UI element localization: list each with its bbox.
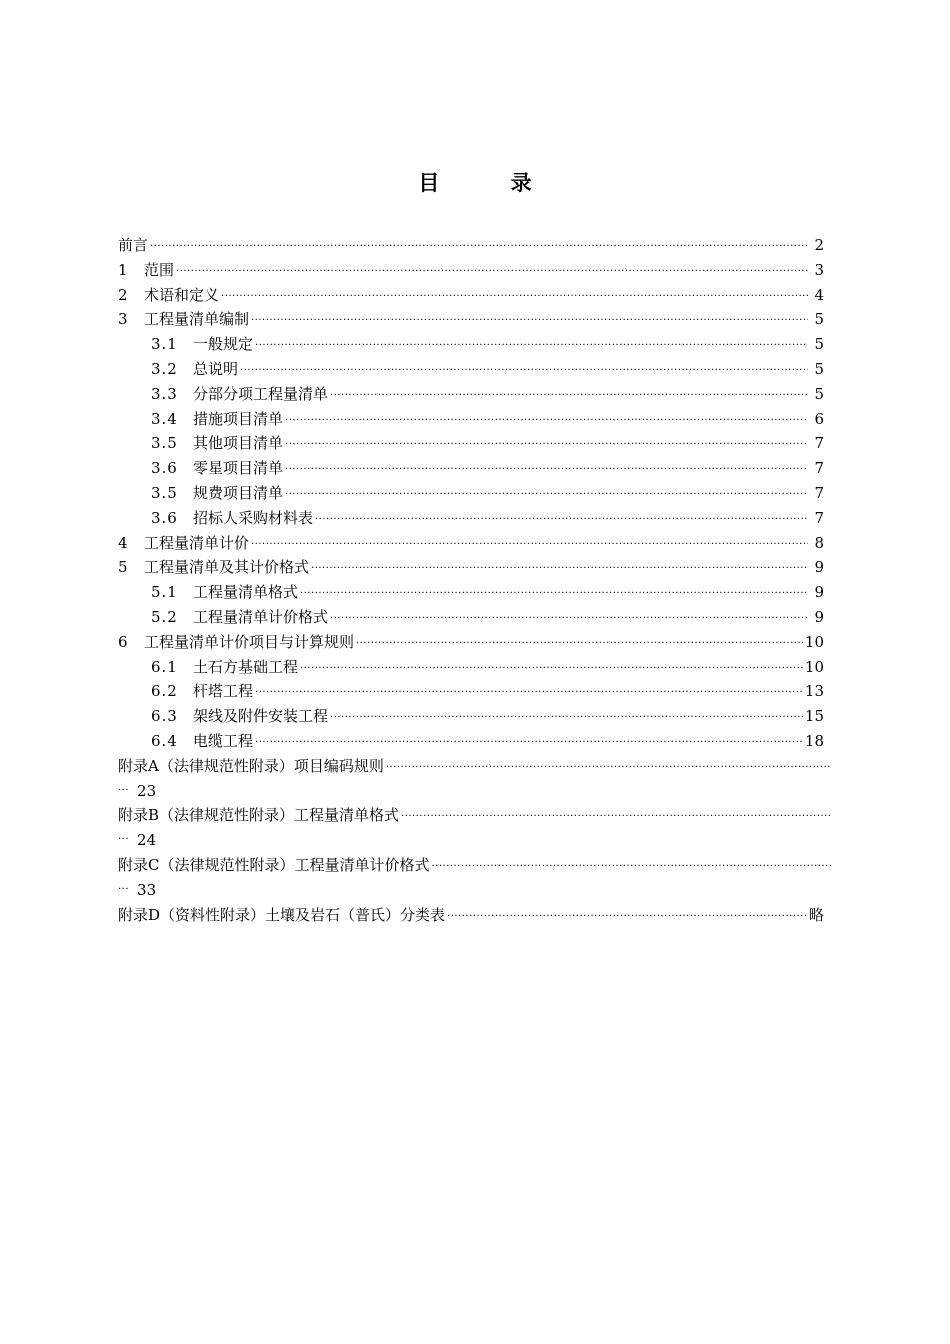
toc-entry[interactable] (118, 506, 832, 531)
toc-appendix-continuation (118, 878, 832, 903)
toc-dot-leader: ··· (118, 834, 130, 846)
toc-entry[interactable] (118, 605, 832, 630)
toc-entry-page: 13 (804, 682, 824, 701)
toc-dot-leader: ··· (118, 784, 130, 796)
toc-entry-number: 3.5 (151, 434, 178, 453)
toc-entry[interactable] (118, 704, 832, 729)
toc-dot-leader (285, 456, 808, 481)
toc-dot-leader (401, 803, 832, 828)
toc-entry-label: 措施项目清单 (193, 409, 284, 428)
toc-entry-label: 工程量清单计价项目与计算规则 (144, 632, 355, 651)
toc-dot-leader (431, 853, 832, 878)
toc-appendix-continuation (118, 828, 832, 853)
toc-dot-leader (330, 605, 808, 630)
toc-appendix-entry[interactable] (118, 853, 832, 878)
toc-entry-number: 3.6 (151, 508, 178, 527)
toc-dot-leader (300, 580, 808, 605)
toc-entry-label: 工程量清单计价格式 (193, 607, 329, 626)
toc-entry-page: 7 (814, 508, 824, 527)
toc-appendix-label: 附录D（资料性附录）土壤及岩石（普氏）分类表 (118, 905, 446, 924)
toc-entry-page: 15 (804, 707, 824, 726)
toc-entry-page: 10 (804, 632, 824, 651)
toc-entry-number: 3.3 (151, 384, 178, 403)
toc-entry-page: 9 (814, 607, 824, 626)
toc-entry[interactable] (118, 332, 832, 357)
toc-entry-number: 6.3 (151, 707, 178, 726)
toc-entry-page: 5 (814, 335, 824, 354)
toc-dot-leader (386, 754, 832, 779)
toc-entry-label: 一般规定 (193, 335, 254, 354)
toc-dot-leader (315, 506, 808, 531)
toc-entry-label: 工程量清单及其计价格式 (144, 558, 310, 577)
toc-appendix-continuation (118, 779, 832, 804)
toc-entry-page: 2 (814, 236, 824, 254)
toc-entry-number: 4 (118, 533, 129, 552)
toc-entry-page: 5 (814, 384, 824, 403)
toc-entry[interactable] (118, 555, 832, 580)
toc-entry-number: 3.1 (151, 335, 178, 354)
toc-entry-number: 2 (118, 285, 129, 304)
toc-entry-label: 电缆工程 (193, 731, 254, 750)
toc-dot-leader (330, 704, 803, 729)
toc-entry[interactable] (118, 382, 832, 407)
toc-dot-leader (311, 555, 808, 580)
toc-entry-page: 9 (814, 583, 824, 602)
toc-appendix-entry[interactable] (118, 803, 832, 828)
toc-dot-leader (285, 407, 808, 432)
table-of-contents (118, 233, 832, 927)
toc-dot-leader (255, 729, 803, 754)
toc-entry[interactable] (118, 307, 832, 332)
toc-entry[interactable] (118, 580, 832, 605)
toc-entry[interactable] (118, 233, 832, 258)
toc-entry-page: 5 (814, 310, 824, 329)
toc-entry-label: 招标人采购材料表 (193, 508, 314, 527)
toc-entry-number: 6.4 (151, 731, 178, 750)
toc-appendix-page: 33 (137, 880, 157, 899)
toc-entry-page: 6 (814, 409, 824, 428)
toc-entry[interactable] (118, 357, 832, 382)
toc-dot-leader (255, 679, 803, 704)
toc-entry-number: 5.2 (151, 607, 178, 626)
toc-appendix-page: 23 (137, 781, 157, 800)
toc-dot-leader (150, 233, 808, 258)
toc-appendix-page: 略 (808, 905, 824, 924)
toc-entry[interactable] (118, 630, 832, 655)
toc-entry[interactable] (118, 679, 832, 704)
toc-dot-leader (447, 903, 807, 928)
toc-appendix-label: 附录B（法律规范性附录）工程量清单格式 (118, 806, 400, 825)
toc-entry[interactable] (118, 729, 832, 754)
toc-entry-label: 总说明 (193, 359, 239, 378)
toc-entry-number: 6.1 (151, 657, 178, 676)
toc-entry-label: 前言 (118, 236, 149, 254)
toc-entry-number: 3 (118, 310, 129, 329)
toc-dot-leader (255, 332, 808, 357)
toc-entry-label: 范围 (144, 260, 175, 279)
toc-appendix-entry[interactable] (118, 903, 832, 928)
toc-entry[interactable] (118, 431, 832, 456)
toc-entry-page: 8 (814, 533, 824, 552)
toc-entry[interactable] (118, 283, 832, 308)
toc-entry-page: 3 (814, 260, 824, 279)
toc-entry-page: 9 (814, 558, 824, 577)
toc-entry-number: 6.2 (151, 682, 178, 701)
page-title: 目 录 (418, 170, 564, 195)
toc-entry-label: 工程量清单计价 (144, 533, 250, 552)
toc-entry-label: 杆塔工程 (193, 682, 254, 701)
toc-entry-number: 3.6 (151, 459, 178, 478)
toc-dot-leader (251, 531, 808, 556)
toc-dot-leader (356, 630, 803, 655)
toc-entry-page: 18 (804, 731, 824, 750)
toc-dot-leader (285, 431, 808, 456)
toc-dot-leader (300, 655, 803, 680)
toc-entry-number: 5.1 (151, 583, 178, 602)
toc-dot-leader (285, 481, 808, 506)
toc-entry-label: 规费项目清单 (193, 483, 284, 502)
toc-entry[interactable] (118, 407, 832, 432)
toc-entry[interactable] (118, 456, 832, 481)
toc-dot-leader: ··· (118, 883, 130, 895)
toc-entry-number: 6 (118, 632, 129, 651)
toc-entry-number: 3.2 (151, 359, 178, 378)
toc-dot-leader (221, 283, 808, 308)
toc-dot-leader (251, 307, 808, 332)
toc-appendix-entry[interactable] (118, 754, 832, 779)
toc-appendix-label: 附录C（法律规范性附录）工程量清单计价格式 (118, 855, 430, 874)
toc-entry[interactable] (118, 258, 832, 283)
toc-entry-number: 5 (118, 558, 129, 577)
toc-entry-page: 5 (814, 359, 824, 378)
toc-dot-leader (176, 258, 808, 283)
toc-entry-label: 架线及附件安装工程 (193, 707, 329, 726)
toc-dot-leader (330, 382, 808, 407)
toc-appendix-label: 附录A（法律规范性附录）项目编码规则 (118, 756, 384, 775)
toc-entry[interactable] (118, 655, 832, 680)
toc-entry-number: 3.4 (151, 409, 178, 428)
toc-entry-page: 7 (814, 483, 824, 502)
toc-entry-label: 分部分项工程量清单 (193, 384, 329, 403)
toc-entry-page: 7 (814, 434, 824, 453)
toc-entry-label: 土石方基础工程 (193, 657, 299, 676)
toc-entry-label: 工程量清单格式 (193, 583, 299, 602)
toc-dot-leader (240, 357, 808, 382)
toc-entry-page: 7 (814, 459, 824, 478)
toc-entry[interactable] (118, 531, 832, 556)
toc-entry-page: 10 (804, 657, 824, 676)
toc-entry-label: 工程量清单编制 (144, 310, 250, 329)
toc-entry[interactable] (118, 481, 832, 506)
toc-entry-label: 零星项目清单 (193, 459, 284, 478)
toc-entry-page: 4 (814, 285, 824, 304)
toc-entry-label: 其他项目清单 (193, 434, 284, 453)
toc-appendix-page: 24 (137, 831, 157, 850)
toc-entry-number: 3.5 (151, 483, 178, 502)
toc-entry-label: 术语和定义 (144, 285, 220, 304)
toc-entry-number: 1 (118, 260, 129, 279)
